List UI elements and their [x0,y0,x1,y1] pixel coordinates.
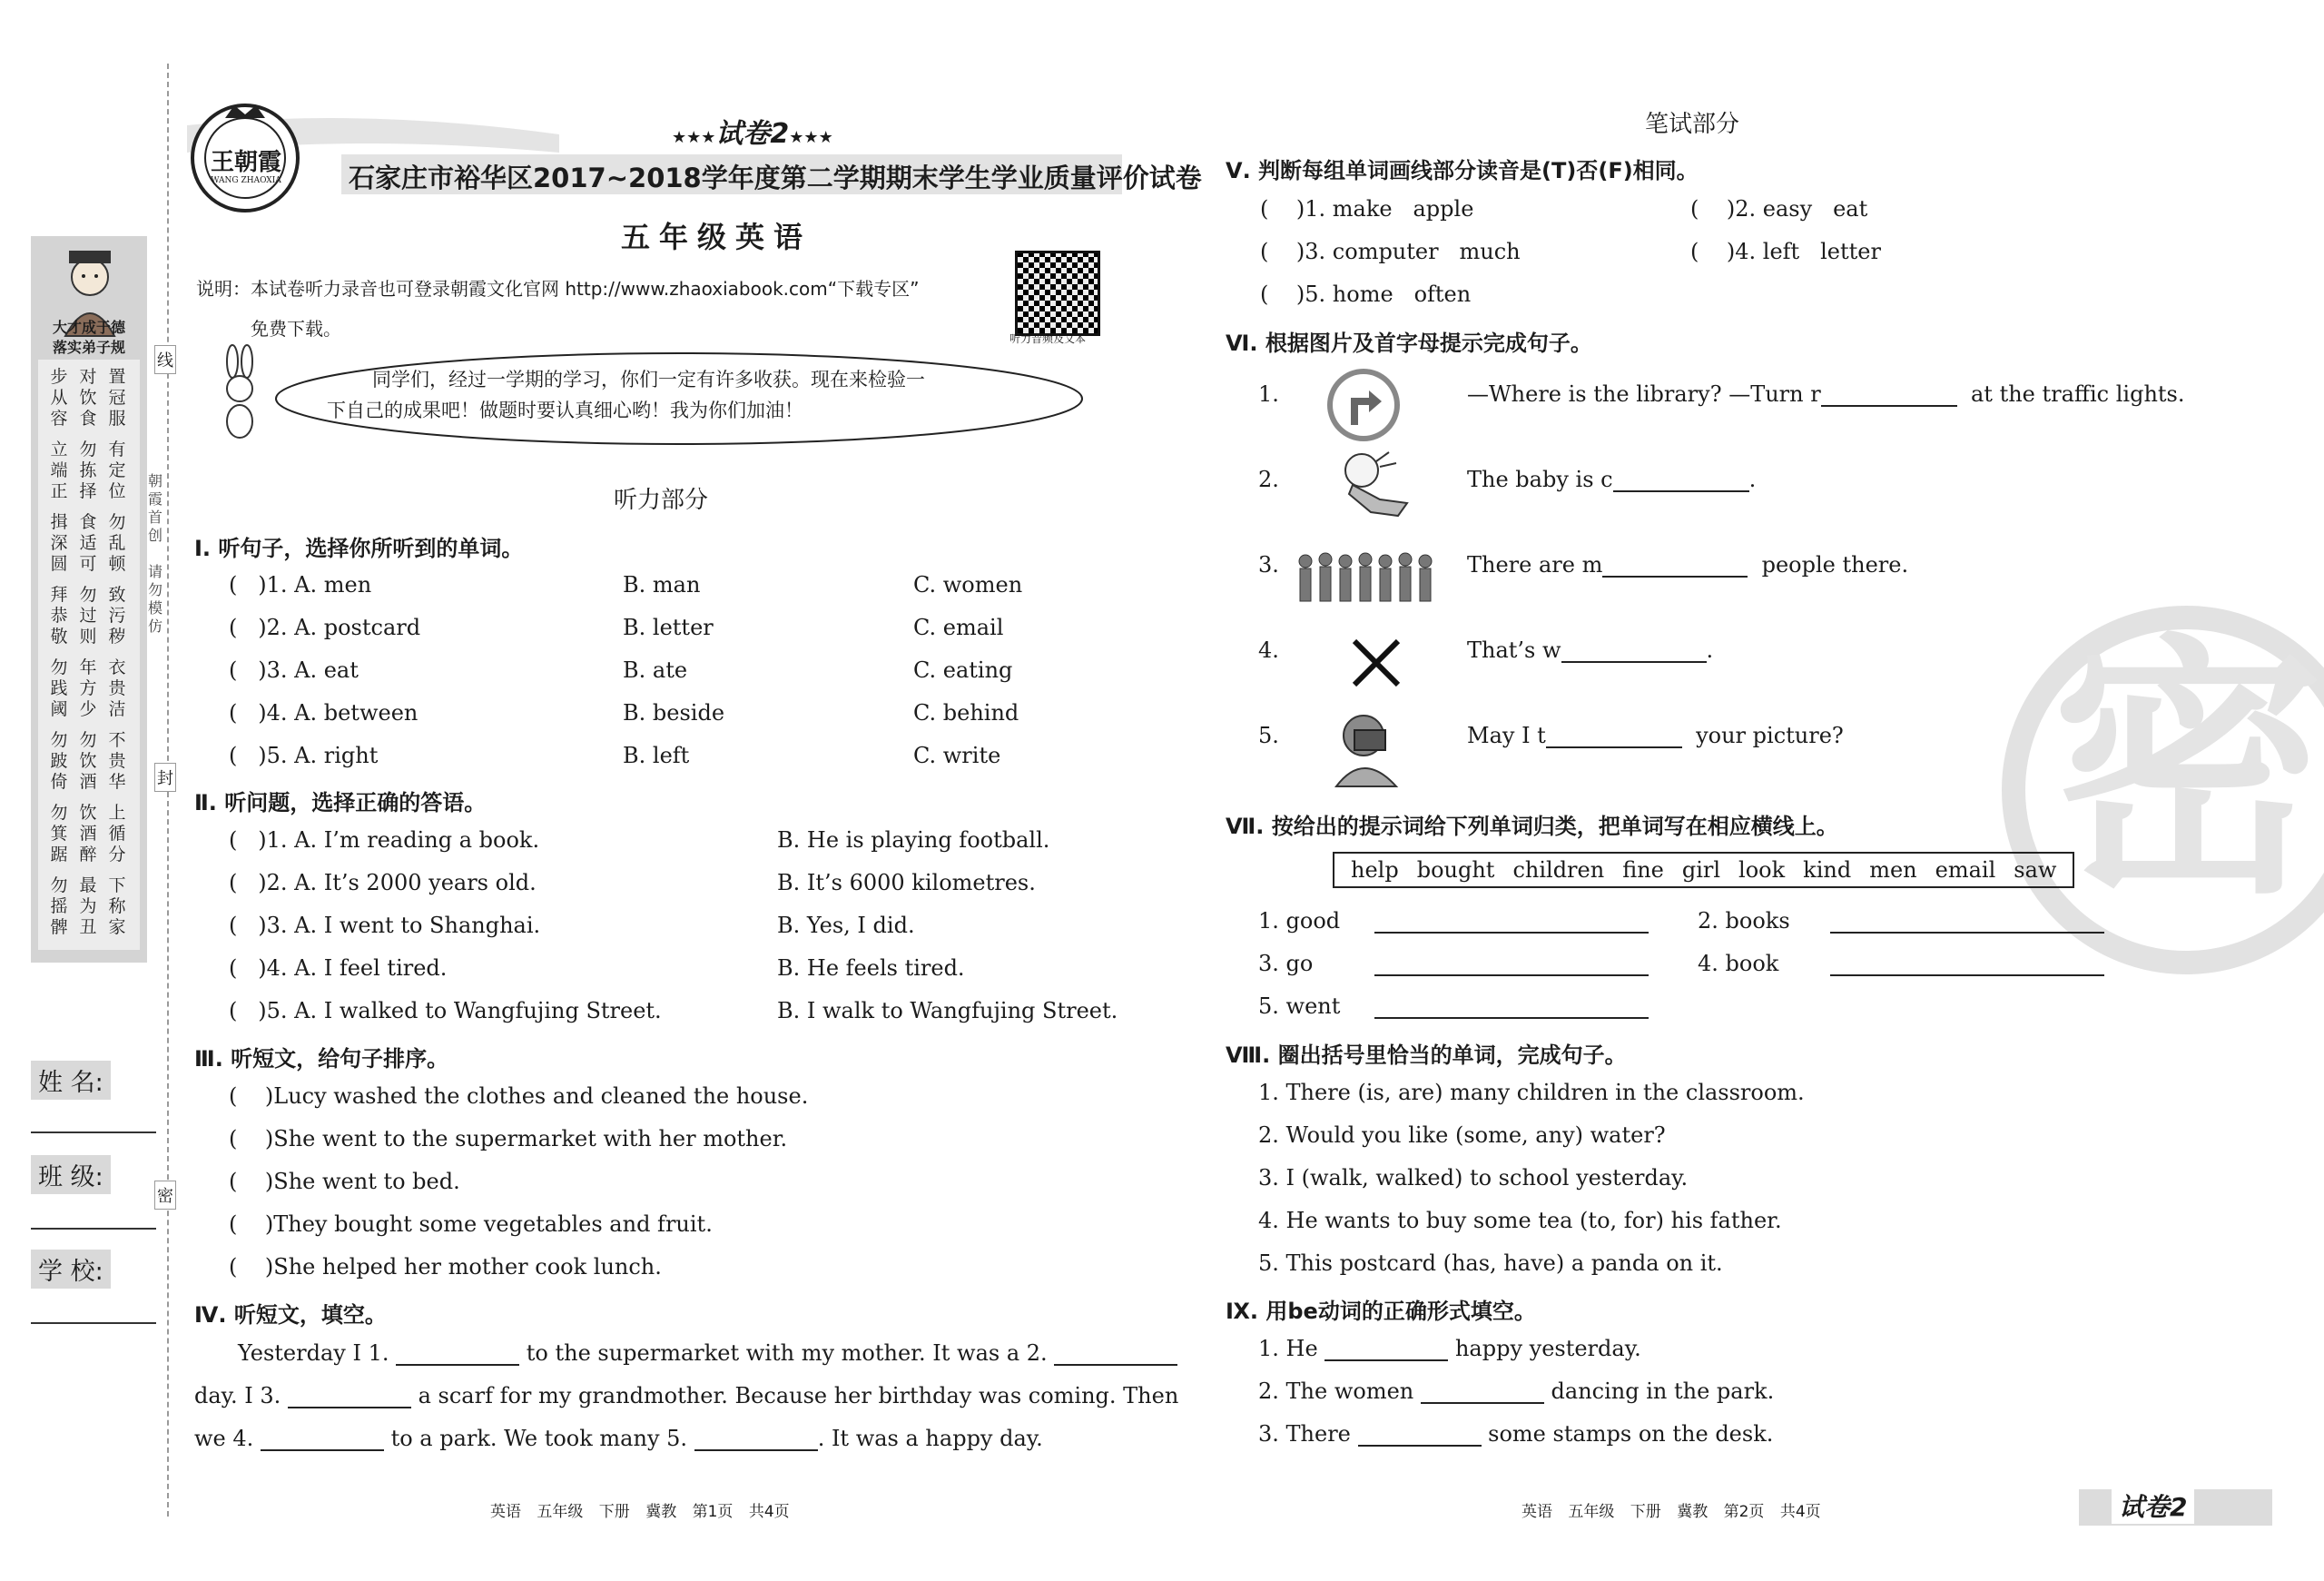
class-label: 班 级: [31,1155,111,1194]
cut-mark: 封 [154,763,176,792]
section-title: Ⅸ. 用be动词的正确形式填空。 [1226,1299,1536,1324]
encourage-text: 下自己的成果吧！做题时要认真细心哟！我为你们加油！ [327,400,803,421]
list-item[interactable]: ( )3. computer much [1260,239,1521,264]
section-title: Ⅳ. 听短文，填空。 [194,1302,387,1328]
category-label: 4. book [1698,951,1779,976]
blank-input[interactable] [1546,726,1682,748]
school-label: 学 校: [31,1250,111,1289]
sentence: The baby is c . [1467,467,1757,492]
crowd-icon [1293,548,1449,607]
answer-line[interactable] [1374,954,1649,976]
answer-line[interactable] [1374,997,1649,1019]
list-item[interactable]: ( )1. make apple [1260,196,1474,222]
list-item[interactable]: 2. Would you like (some, any) water? [1258,1122,1666,1148]
motto-text: 立端正 [50,440,68,501]
answer-line[interactable] [1374,912,1649,934]
motto-text: 置冠服 [108,367,126,429]
list-item[interactable]: ( )2. A. postcard [229,615,421,640]
motto-text: 勿箕踞 [50,803,68,865]
exam-title: 石家庄市裕华区2017~2018学年度第二学期期末学生学业质量评价试卷 [349,163,1202,193]
turn-right-sign-icon [1324,365,1403,445]
motto-text: 年方少 [79,657,97,719]
list-item[interactable]: ( )3. A. eat [229,657,359,683]
sidebar-motto-panel [31,236,147,963]
item-number: 2. [1258,467,1279,492]
option-b: B. ate [623,657,688,683]
answer-line[interactable] [1830,912,2104,934]
option-c: C. email [913,615,1004,640]
word-chip: help [1351,857,1399,883]
motto-text: 勿跛倚 [50,730,68,792]
blank-input[interactable] [1821,385,1957,407]
watermark-text: 密 [2052,613,2324,930]
motto-text: 勿过则 [79,585,97,647]
list-item[interactable]: ( )They bought some vegetables and fruit. [229,1211,713,1237]
cross-mark-icon [1349,636,1403,690]
page-footer: 英语 五年级 下册 冀教 第2页 共4页 [1521,1503,1821,1521]
note-text: 免费下载。 [251,318,341,340]
motto-text: 衣贵洁 [108,657,126,719]
sentence: There are m people there. [1467,552,1909,578]
motto-text: 勿饮酒 [79,730,97,792]
motto-text: 对饮食 [79,367,97,429]
list-item[interactable]: ( )5. home often [1260,282,1472,307]
option-b: B. He feels tired. [777,955,965,981]
cut-note: 朝霞首创 [148,472,163,544]
motto-text: 最为丑 [79,875,97,937]
list-item[interactable]: ( )She went to bed. [229,1169,460,1194]
sentence: May I t your picture? [1467,723,1844,748]
cloze-line: day. I 3. a scarf for my grandmother. Because her birthday was coming. Then [194,1383,1179,1408]
sidebar-caption: 大才成于德 [52,319,125,336]
encourage-text: 同学们，经过一学期的学习，你们一定有许多收获。现在来检验一 [372,369,925,390]
section-title: Ⅲ. 听短文，给句子排序。 [194,1046,449,1072]
word-chip: children [1512,857,1605,883]
list-item[interactable]: ( )1. A. men [229,572,372,598]
class-field[interactable] [31,1228,156,1230]
word-chip: girl [1681,857,1721,883]
option-c: C. women [913,572,1023,598]
written-heading: 笔试部分 [1645,111,1740,138]
list-item[interactable]: ( )4. left letter [1690,239,1881,264]
option-b: B. I walk to Wangfujing Street. [777,998,1118,1023]
motto-area [38,360,140,950]
sentence: 1. He happy yesterday. [1258,1336,1641,1361]
camera-person-icon [1327,710,1409,786]
category-label: 2. books [1698,908,1790,934]
list-item[interactable]: ( )Lucy washed the clothes and cleaned the house. [229,1083,809,1109]
cloze-line: we 4. to a park. We took many 5. . It was a happy day. [194,1426,1043,1451]
option-c: C. write [913,743,1001,768]
blank-input[interactable] [1561,641,1707,663]
sentence: 2. The women dancing in the park. [1258,1378,1775,1404]
list-item[interactable]: ( )3. A. I went to Shanghai. [229,913,541,938]
item-number: 5. [1258,723,1279,748]
blank-input[interactable] [396,1344,519,1366]
logo-subtext: WANG ZHAOXIA [211,176,281,185]
motto-text: 上循分 [108,803,126,865]
item-number: 1. [1258,381,1279,407]
list-item[interactable]: 3. I (walk, walked) to school yesterday. [1258,1165,1689,1191]
option-b: B. man [623,572,701,598]
section-title: Ⅱ. 听问题，选择正确的答语。 [194,790,487,815]
note-text: 说明：本试卷听力录音也可登录朝霞文化官网 http://www.zhaoxiabook.com“下载专区” [196,278,920,300]
cut-note: 请勿模仿 [148,563,163,635]
blank-input[interactable] [261,1429,384,1451]
word-chip: email [1935,857,1996,883]
school-field[interactable] [31,1322,156,1324]
motto-text: 不贵华 [108,730,126,792]
subject-title: 五年级英语 [621,220,812,254]
option-b: B. He is playing football. [777,827,1050,853]
list-item[interactable]: ( )2. easy eat [1690,196,1868,222]
item-number: 3. [1258,552,1279,578]
category-label: 5. went [1258,993,1341,1019]
motto-text: 勿拣择 [79,440,97,501]
word-bank [1333,852,2074,888]
section-title: Ⅴ. 判断每组单词画线部分读音是(T)否(F)相同。 [1226,158,1699,183]
sidebar-caption: 落实弟子规 [52,339,125,356]
logo-text: 王朝霞 [210,149,281,176]
motto-text: 勿乱顿 [108,512,126,574]
blank-input[interactable] [1358,1425,1482,1447]
blank-input[interactable] [1054,1344,1177,1366]
list-item[interactable]: ( )She helped her mother cook lunch. [229,1254,662,1280]
list-item[interactable]: ( )5. A. right [229,743,379,768]
list-item[interactable]: ( )1. A. I’m reading a book. [229,827,540,853]
motto-text: 致污秽 [108,585,126,647]
motto-text: 下称家 [108,875,126,937]
option-c: C. eating [913,657,1013,683]
word-chip: kind [1803,857,1852,883]
paper-tag: ★★★试卷2★★★ [672,118,833,150]
option-b: B. left [623,743,690,768]
list-item[interactable]: ( )2. A. It’s 2000 years old. [229,870,537,895]
blank-input[interactable] [1613,470,1749,492]
crying-baby-icon [1325,449,1416,521]
list-item[interactable]: ( )5. A. I walked to Wangfujing Street. [229,998,662,1023]
list-item[interactable]: ( )She went to the supermarket with her mother. [229,1126,788,1151]
name-field[interactable] [31,1131,156,1133]
word-chip: saw [2014,857,2057,883]
qr-caption: 听力音频及文本 [1009,332,1087,345]
word-chip: men [1869,857,1917,883]
motto-text: 勿践阈 [50,657,68,719]
list-item[interactable]: ( )4. A. between [229,700,419,726]
word-chip: fine [1622,857,1664,883]
motto-text: 食适可 [79,512,97,574]
list-item[interactable]: 5. This postcard (has, have) a panda on it. [1258,1250,1723,1276]
qr-code[interactable] [1015,251,1100,336]
section-title: Ⅷ. 圈出括号里恰当的单词，完成句子。 [1226,1042,1627,1068]
blank-input[interactable] [288,1387,411,1408]
list-item[interactable]: 4. He wants to buy some tea (to, for) his father. [1258,1208,1782,1233]
answer-line[interactable] [1830,954,2104,976]
motto-text: 勿摇髀 [50,875,68,937]
category-label: 3. go [1258,951,1314,976]
option-b: B. It’s 6000 kilometres. [777,870,1036,895]
sentence: That’s w . [1467,637,1714,663]
page-footer: 英语 五年级 下册 冀教 第1页 共4页 [490,1503,790,1521]
option-b: B. beside [623,700,725,726]
word-chip: look [1738,857,1786,883]
rabbit-icon [205,345,278,445]
list-item[interactable]: 1. There (is, are) many children in the classroom. [1258,1080,1805,1105]
section-title: Ⅶ. 按给出的提示词给下列单词归类，把单词写在相应横线上。 [1226,814,1838,839]
motto-text: 步从容 [50,367,68,429]
blank-input[interactable] [1421,1382,1544,1404]
blank-input[interactable] [1602,556,1748,578]
name-label: 姓 名: [31,1061,111,1100]
option-b: B. Yes, I did. [777,913,915,938]
sentence: 3. There some stamps on the desk. [1258,1421,1774,1447]
listening-heading: 听力部分 [614,487,709,514]
section-title: Ⅰ. 听句子，选择你所听到的单词。 [194,536,524,561]
motto-text: 揖深圆 [50,512,68,574]
word-chip: bought [1416,857,1495,883]
cut-mark: 密 [154,1181,176,1210]
option-b: B. letter [623,615,714,640]
motto-text: 饮酒醉 [79,803,97,865]
section-title: Ⅵ. 根据图片及首字母提示完成句子。 [1226,331,1592,356]
item-number: 4. [1258,637,1279,663]
blank-input[interactable] [694,1429,818,1451]
blank-input[interactable] [1324,1339,1448,1361]
list-item[interactable]: ( )4. A. I feel tired. [229,955,448,981]
option-c: C. behind [913,700,1019,726]
category-label: 1. good [1258,908,1341,934]
sentence: —Where is the library? —Turn r at the traffic lights. [1467,381,2185,407]
motto-text: 有定位 [108,440,126,501]
cloze-line: Yesterday I 1. to the supermarket with my mother. It was a 2. [238,1340,1177,1366]
motto-text: 拜恭敬 [50,585,68,647]
footer-tag: 试卷2 [2112,1487,2194,1524]
cut-mark: 线 [154,345,176,374]
